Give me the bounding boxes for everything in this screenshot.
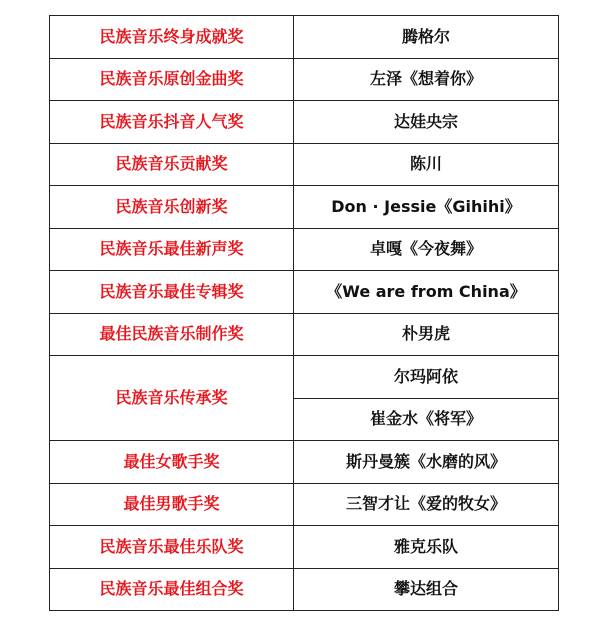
award-winner: 陈川 <box>294 143 559 186</box>
table-row <box>50 483 559 526</box>
award-name: 民族音乐抖音人气奖 <box>50 101 294 144</box>
award-name: 民族音乐最佳新声奖 <box>50 228 294 271</box>
award-winner: 腾格尔 <box>294 16 559 59</box>
table-row <box>50 568 559 611</box>
award-name: 民族音乐最佳专辑奖 <box>50 271 294 314</box>
awards-table-body <box>50 16 559 611</box>
award-winner: 《We are from China》 <box>294 271 559 314</box>
award-name: 民族音乐终身成就奖 <box>50 16 294 59</box>
award-winner: 卓嘎《今夜舞》 <box>294 228 559 271</box>
award-winner: 斯丹曼簇《水磨的风》 <box>294 441 559 484</box>
award-name: 民族音乐最佳组合奖 <box>50 568 294 611</box>
award-winner: 左泽《想着你》 <box>294 58 559 101</box>
award-winner: 三智才让《爱的牧女》 <box>294 483 559 526</box>
table-row <box>50 228 559 271</box>
award-name: 民族音乐传承奖 <box>50 356 294 441</box>
awards-table <box>49 15 559 611</box>
award-winner: Don · Jessie《Gihihi》 <box>294 186 559 229</box>
award-winner: 雅克乐队 <box>294 526 559 569</box>
table-row <box>50 101 559 144</box>
award-winner: 尔玛阿依 <box>294 356 559 399</box>
table-row <box>50 143 559 186</box>
table-row <box>50 16 559 59</box>
table-row <box>50 356 559 399</box>
award-name: 最佳女歌手奖 <box>50 441 294 484</box>
table-row <box>50 271 559 314</box>
table-row <box>50 58 559 101</box>
award-name: 民族音乐创新奖 <box>50 186 294 229</box>
award-winner: 崔金水《将军》 <box>294 398 559 441</box>
award-winner: 达娃央宗 <box>294 101 559 144</box>
table-row <box>50 526 559 569</box>
award-name: 民族音乐贡献奖 <box>50 143 294 186</box>
table-row <box>50 441 559 484</box>
award-name: 最佳民族音乐制作奖 <box>50 313 294 356</box>
award-winner: 攀达组合 <box>294 568 559 611</box>
award-name: 民族音乐最佳乐队奖 <box>50 526 294 569</box>
award-name: 民族音乐原创金曲奖 <box>50 58 294 101</box>
table-row <box>50 313 559 356</box>
award-winner: 朴男虎 <box>294 313 559 356</box>
table-row <box>50 186 559 229</box>
award-name: 最佳男歌手奖 <box>50 483 294 526</box>
